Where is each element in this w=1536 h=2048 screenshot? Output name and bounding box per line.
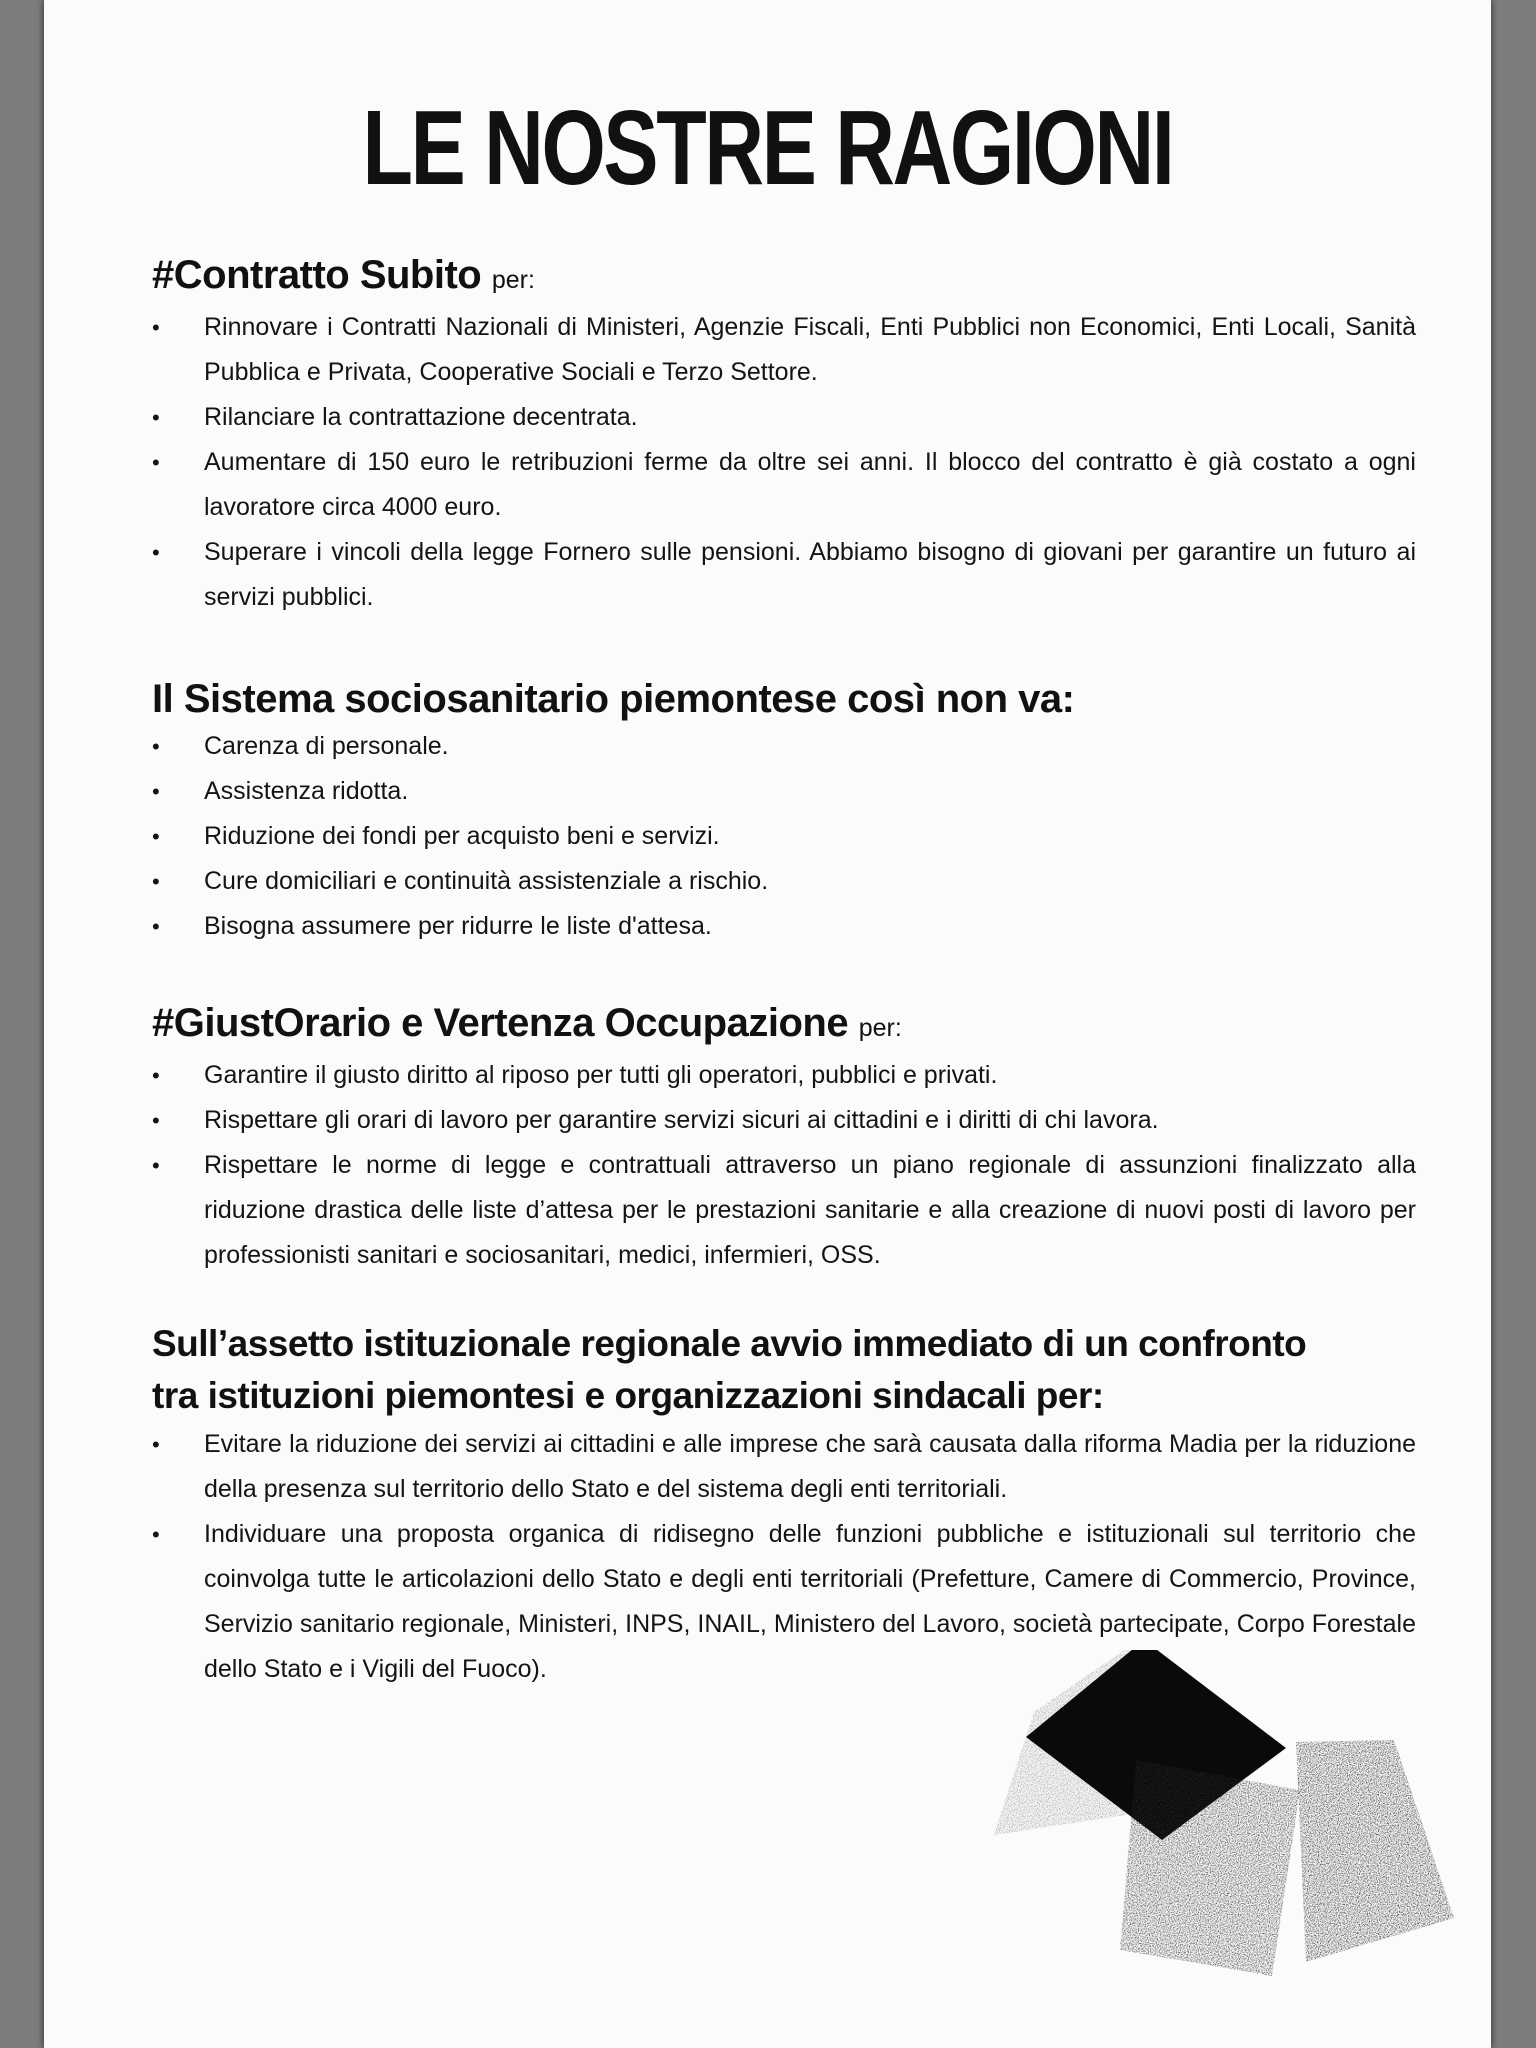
bullet-icon: • (152, 315, 160, 340)
bullet-icon: • (152, 869, 160, 894)
section-contratto-subito (152, 250, 1416, 620)
bullet-icon: • (152, 450, 160, 475)
bullet-list (152, 1053, 1416, 1278)
section-giustorario (152, 998, 1416, 1278)
list-item-text: Assistenza ridotta. (204, 777, 409, 805)
section-heading-text: #GiustOrario e Vertenza Occupazione (152, 1001, 849, 1045)
section-heading-text: #Contratto Subito (152, 253, 482, 297)
list-item-text: Superare i vincoli della legge Fornero sulle pensioni. Abbiamo bisogno di giovani per garantire un futuro ai servizi pubblici. (204, 538, 1416, 611)
section-heading (152, 998, 1416, 1053)
list-item-text: Rispettare le norme di legge e contrattuali attraverso un piano regionale di assunzioni finalizzato alla riduzione drastica delle liste d’attesa per le prestazioni sanitarie e alla creazione di nuovi posti di lavoro per professionisti sanitari e sociosanitari, medici, infermieri, OSS. (204, 1151, 1416, 1269)
section-heading-text: Il Sistema sociosanitario piemontese così non va: (152, 677, 1075, 721)
section-heading-line: tra istituzioni piemontesi e organizzazioni sindacali per: (152, 1375, 1104, 1416)
list-item-text: Riduzione dei fondi per acquisto beni e servizi. (204, 822, 720, 850)
bullet-icon: • (152, 1153, 160, 1178)
section-heading-suffix: per: (858, 1014, 902, 1042)
list-item-text: Bisogna assumere per ridurre le liste d'attesa. (204, 912, 712, 940)
list-item-text: Rinnovare i Contratti Nazionali di Ministeri, Agenzie Fiscali, Enti Pubblici non Economici, Enti Locali, Sanità Pubblica e Privata, Cooperative Sociali e Terzo Settore. (204, 313, 1416, 386)
section-heading-line: Sull’assetto istituzionale regionale avvio immediato di un confronto (152, 1323, 1307, 1364)
bullet-icon: • (152, 1108, 160, 1133)
list-item-text: Garantire il giusto diritto al riposo per tutti gli operatori, pubblici e privati. (204, 1061, 998, 1089)
list-item (152, 305, 1416, 395)
list-item (152, 724, 1416, 769)
bullet-icon: • (152, 1432, 160, 1457)
list-item (152, 1098, 1416, 1143)
bullet-icon: • (152, 1522, 160, 1547)
bullet-list (152, 305, 1416, 620)
list-item (152, 440, 1416, 530)
list-item (152, 814, 1416, 859)
list-item-text: Evitare la riduzione dei servizi ai cittadini e alle imprese che sarà causata dalla riforma Madia per la riduzione della presenza sul territorio dello Stato e del sistema degli enti territoriali. (204, 1430, 1416, 1503)
list-item-text: Carenza di personale. (204, 732, 449, 760)
section-heading-suffix: per: (491, 266, 535, 294)
list-item (152, 395, 1416, 440)
list-item-text: Aumentare di 150 euro le retribuzioni ferme da oltre sei anni. Il blocco del contratto è già costato a ogni lavoratore circa 4000 euro. (204, 448, 1416, 521)
bullet-icon: • (152, 405, 160, 430)
page-title: LE NOSTRE RAGIONI (362, 89, 1173, 207)
section-heading (152, 674, 1416, 724)
square-shape (1120, 1760, 1300, 1976)
list-item-text: Individuare una proposta organica di ridisegno delle funzioni pubbliche e istituzionali sul territorio che coinvolga tutte le articolazioni dello Stato e degli enti territoriali (Prefetture, Camere di Commercio, Province, Servizio sanitario regionale, Ministeri, INPS, INAIL, Ministero del Lavoro, società partecipate, Corpo Forestale dello Stato e i Vigili del Fuoco). (204, 1520, 1416, 1683)
list-item-text: Cure domiciliari e continuità assistenziale a rischio. (204, 867, 769, 895)
list-item (152, 530, 1416, 620)
bullet-icon: • (152, 779, 160, 804)
list-item (152, 1053, 1416, 1098)
list-item (152, 904, 1416, 949)
flyer-page (44, 0, 1491, 2048)
list-item (152, 769, 1416, 814)
bullet-list (152, 724, 1416, 949)
section-heading (152, 250, 1416, 305)
section-heading (152, 1318, 1416, 1422)
bullet-icon: • (152, 540, 160, 565)
bullet-icon: • (152, 734, 160, 759)
section-sistema-sociosanitario (152, 674, 1416, 949)
bullet-icon: • (152, 824, 160, 849)
bullet-icon: • (152, 1063, 160, 1088)
square-shape (1296, 1740, 1454, 1962)
list-item (152, 1422, 1416, 1512)
list-item-text: Rispettare gli orari di lavoro per garantire servizi sicuri ai cittadini e i diritti di chi lavora. (204, 1106, 1159, 1134)
bullet-icon: • (152, 914, 160, 939)
section-assetto-istituzionale (152, 1318, 1416, 1692)
list-item (152, 1143, 1416, 1278)
overlapping-squares-graphic (924, 1650, 1484, 2030)
list-item-text: Rilanciare la contrattazione decentrata. (204, 403, 638, 431)
list-item (152, 859, 1416, 904)
